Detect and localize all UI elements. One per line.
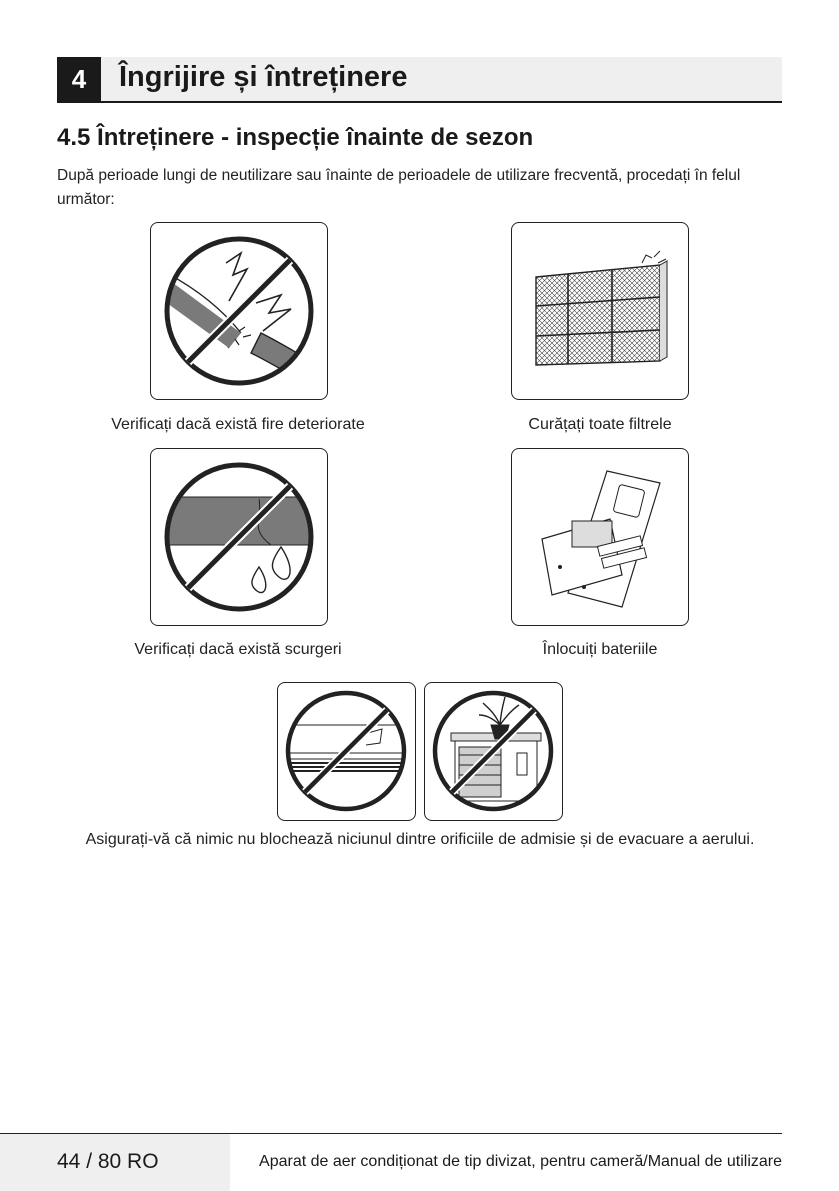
filter-icon [511,222,689,400]
caption-check-leaks: Verificați dacă există scurgeri [134,641,342,658]
section-title: 4.5 Întreținere - inspecție înainte de sezon [57,124,534,151]
blocked-indoor-unit-icon [277,682,416,821]
chapter-number: 4 [57,57,101,101]
remote-battery-icon [511,448,689,626]
damaged-wire-icon [150,222,328,400]
caption-clean-filters: Curățați toate filtrele [528,416,672,433]
section-intro: După perioade lungi de neutilizare sau înainte de perioadele de utilizare frecventă, procedați în felul următor: [57,167,741,208]
chapter-title: Îngrijire și întreținere [119,61,408,93]
page-number: 44 / 80 RO [57,1150,159,1173]
document-title: Aparat de aer condiționat de tip divizat, pentru cameră/Manual de utilizare [259,1153,782,1170]
caption-airflow: Asigurați-vă că nimic nu blochează niciunul dintre orificiile de admisie și de evacuare a aerului. [85,831,755,848]
caption-check-wires: Verificați dacă există fire deteriorate [111,416,365,433]
chapter-header [57,57,782,103]
leak-icon [150,448,328,626]
caption-replace-batteries: Înlocuiți bateriile [542,641,658,658]
blocked-outdoor-unit-icon [424,682,563,821]
